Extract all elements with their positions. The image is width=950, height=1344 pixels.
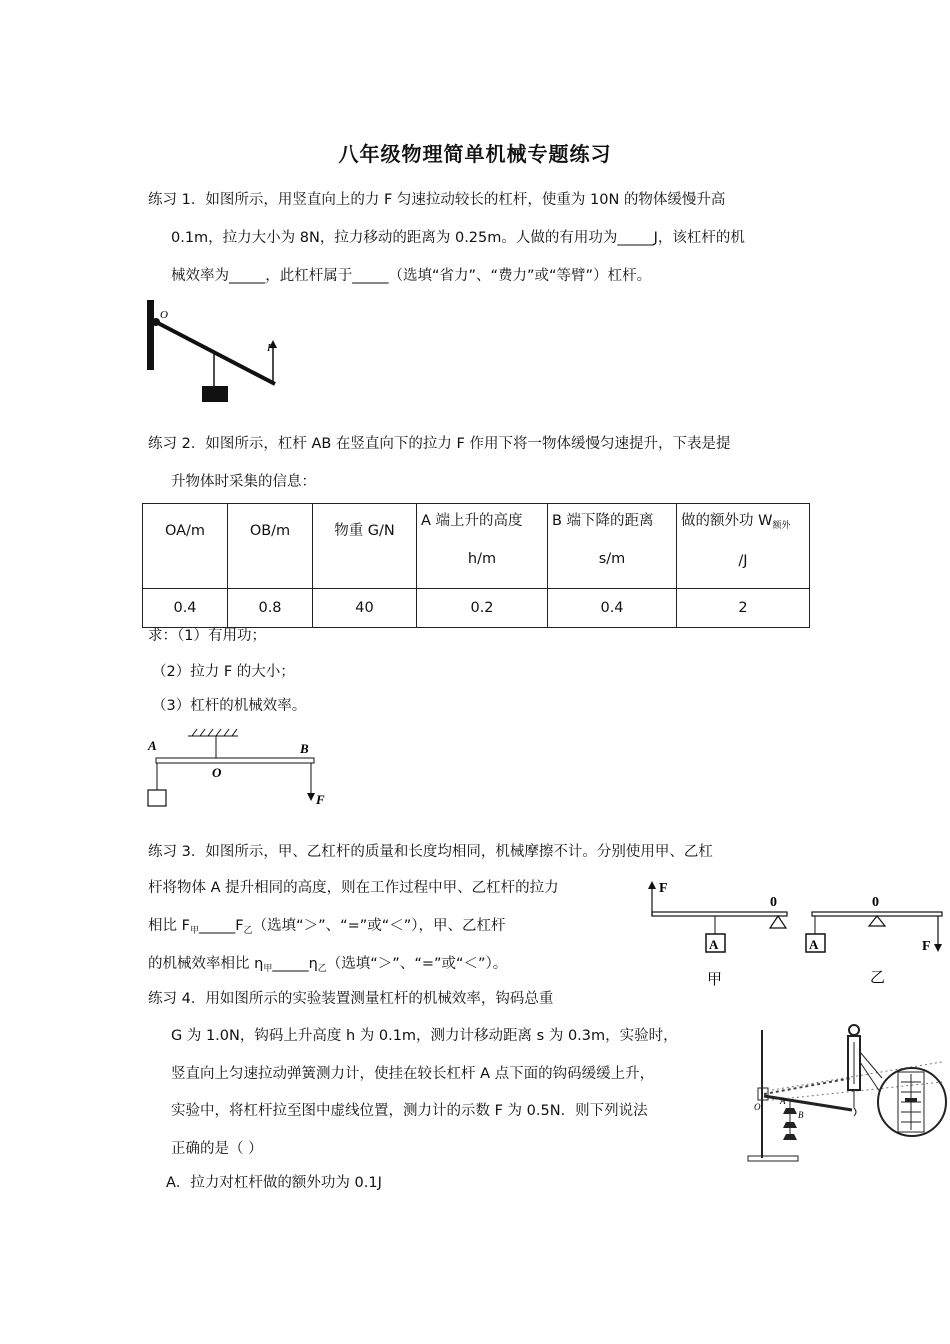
th-weight: 物重 G/N (313, 504, 417, 589)
ex3-jia-lever (652, 912, 787, 916)
ex1-label-f: F (267, 342, 274, 354)
ex4-weight-2 (783, 1122, 797, 1128)
ex3-line2: 杆将物体 A 提升相同的高度，则在工作过程中甲、乙杠杆的拉力 (148, 880, 559, 896)
ex1-blank-efficiency[interactable]: _____ (229, 268, 266, 284)
ex1-wall (147, 300, 154, 370)
ex3-line1: 练习 3．如图所示，甲、乙杠杆的质量和长度均相同，机械摩擦不计。分别使用甲、乙杠 (148, 844, 713, 860)
ex2-lever-figure (140, 726, 340, 816)
ex2-lever-bar (156, 758, 314, 763)
ex1-lever-figure (140, 296, 290, 406)
th-a-height: A 端上升的高度 h/m (417, 504, 548, 589)
ex1-blank-lever-type[interactable]: _____ (352, 268, 389, 284)
th-b-distance: B 端下降的距离 s/m (548, 504, 677, 589)
ex2-label-b: B (300, 741, 309, 756)
ex3-yi-force-label: F (922, 939, 931, 954)
ex1-blank-useful-work[interactable]: _____ (617, 230, 654, 246)
ex4-line4: 实验中，将杠杆拉至图中虚线位置，测力计的示数 F 为 0.5N．则下列说法 (171, 1103, 648, 1119)
th-extra-work: 做的额外功 $W_{额外}$ /J (677, 504, 810, 589)
ex2-line2: 升物体时采集的信息： (171, 474, 316, 490)
table-header-row (143, 504, 810, 589)
ex3-blank-force[interactable]: _____ (198, 918, 236, 934)
ex2-data-table (142, 503, 810, 628)
ex4-weight-1 (783, 1108, 797, 1114)
ex3-jia-caption: 甲 (707, 972, 723, 988)
ex3-jia-force-label: F (659, 881, 668, 896)
table-row (143, 589, 810, 628)
ex4-label-a: A (780, 1096, 786, 1106)
ex2-force-arrowhead (307, 793, 315, 801)
ex1-weight-block (202, 386, 228, 402)
ex4-line2: G 为 1.0N，钩码上升高度 h 为 0.1m，测力计移动距离 s 为 0.3m，实验时， (171, 1028, 678, 1044)
ex3-jia-block-a: A (709, 937, 719, 952)
ex1-line2: 0.1m，拉力大小为 8N，拉力移动的距离为 0.25m。人做的有用功为_____J，该杠杆的机 (171, 230, 745, 246)
ex4-lever-solid (764, 1096, 852, 1110)
ex3-jia-fulcrum (770, 916, 786, 928)
ex4-label-b: B (798, 1110, 804, 1120)
td-b-distance: 0.4 (548, 589, 677, 628)
ex2-line1: 练习 2．如图所示，杠杆 AB 在竖直向下的拉力 F 作用下将一物体缓慢匀速提升，下表是提 (148, 436, 731, 452)
ex4-lever-dashed (764, 1078, 852, 1094)
ex3-yi-zero: 0 (872, 895, 879, 910)
ex3-line3: 相比 $F_甲\_\_\_\_\_F_乙$（选填“＞”、“=”或“＜”），甲、乙杠杆 (148, 918, 506, 936)
ex4-scale-ring (849, 1025, 859, 1035)
ex4-stand-base (748, 1156, 798, 1161)
page-title: 八年级物理简单机械专题练习 (338, 142, 612, 166)
ex3-levers-figure (640, 872, 946, 992)
ex3-yi-fulcrum (869, 916, 885, 926)
ex4-line1: 练习 4．用如图所示的实验装置测量杠杆的机械效率，钩码总重 (148, 991, 554, 1007)
td-ob: 0.8 (228, 589, 313, 628)
ex2-weight-block (148, 790, 166, 806)
ex2-label-f: F (316, 792, 325, 807)
ex3-yi-caption: 乙 (870, 970, 886, 986)
ex3-jia-zero: 0 (770, 895, 777, 910)
td-a-height: 0.2 (417, 589, 548, 628)
ex2-label-o: O (212, 765, 222, 780)
ex4-weight-3 (783, 1134, 797, 1140)
ex1-line3: 械效率为_____，此杠杆属于_____（选填“省力”、“费力”或“等臂”）杠杆。 (171, 268, 652, 284)
ex4-line3: 竖直向上匀速拉动弹簧测力计，使挂在较长杠杆 A 点下面的钩码缓缓上升， (171, 1066, 655, 1082)
td-oa: 0.4 (143, 589, 228, 628)
th-ob: OB/m (228, 504, 313, 589)
ex4-label-o: O (754, 1102, 761, 1112)
ex4-apparatus-figure (742, 1022, 948, 1168)
ex4-option-a[interactable]: A．拉力对杠杆做的额外功为 0.1J (166, 1175, 382, 1191)
ex2-question-1: 求：（1）有用功； (148, 628, 266, 644)
td-extra-work: 2 (677, 589, 810, 628)
ex2-question-2: （2）拉力 F 的大小； (152, 664, 295, 680)
ex3-yi-block-a: A (809, 937, 819, 952)
ex2-question-3: （3）杠杆的机械效率。 (152, 698, 307, 714)
ex3-blank-efficiency[interactable]: _____ (272, 956, 309, 972)
ex1-line1: 练习 1．如图所示，用竖直向上的力 F 匀速拉动较长的杠杆，使重为 10N 的物体缓慢升高 (148, 192, 726, 208)
ex1-label-o: O (160, 309, 168, 321)
ex4-line5: 正确的是（ ） (171, 1141, 263, 1157)
th-oa: OA/m (143, 504, 228, 589)
ex1-lever-bar (156, 322, 275, 384)
td-weight: 40 (313, 589, 417, 628)
ex3-line4: 的机械效率相比 $\eta_甲\_\_\_\_\_\eta_乙$（选填“＞”、“=”或“＜”）。 (148, 956, 508, 974)
ex2-label-a: A (148, 738, 157, 753)
